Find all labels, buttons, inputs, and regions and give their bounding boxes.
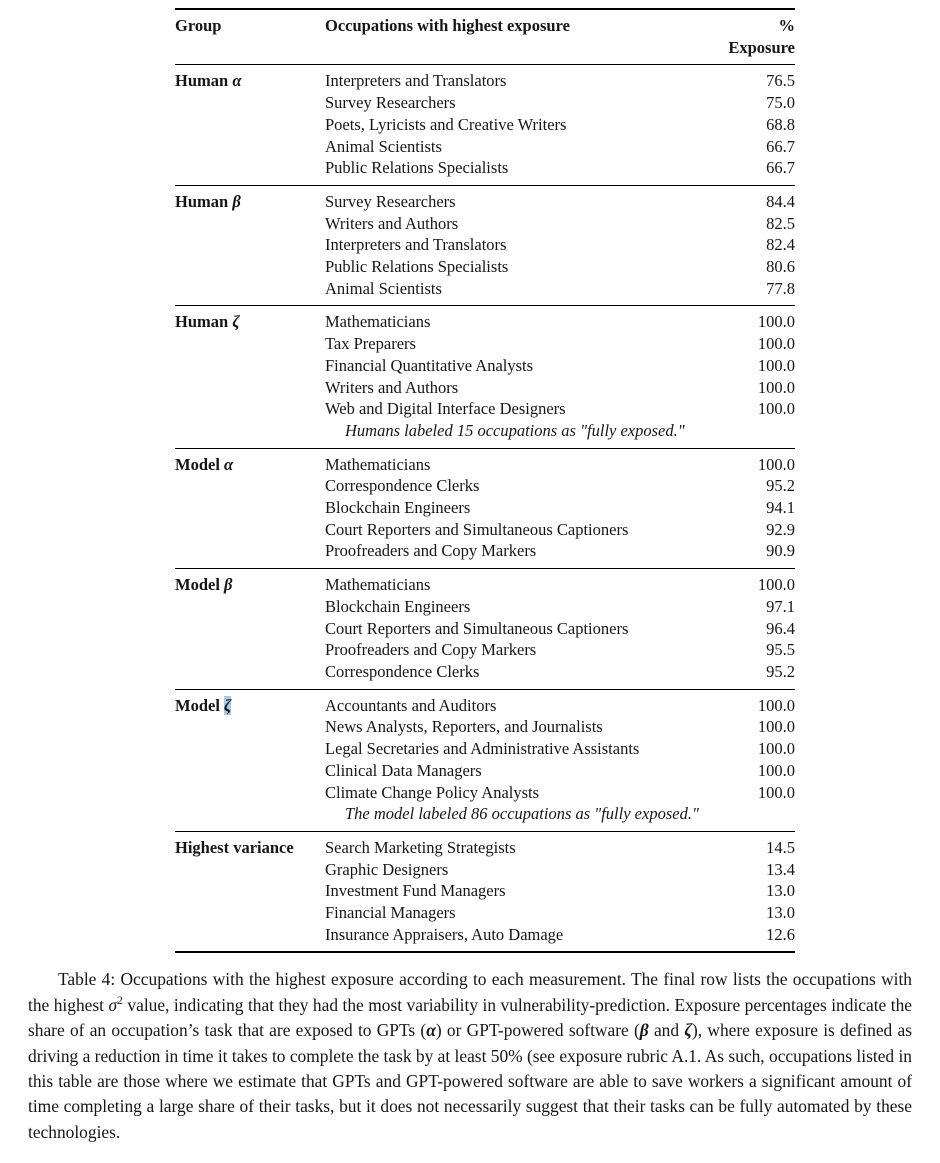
table-row <box>325 760 795 782</box>
table-row <box>325 136 795 158</box>
group-label-human-beta <box>175 191 325 300</box>
exposure-cell: 94.1 <box>766 498 795 518</box>
table-row <box>325 92 795 114</box>
table-row <box>325 661 795 683</box>
table-row <box>325 880 795 902</box>
group-symbol: β <box>224 575 233 595</box>
exposure-cell: 100.0 <box>757 782 795 802</box>
occupation-cell: Web and Digital Interface Designers <box>325 399 566 419</box>
exposure-cell: 100.0 <box>757 334 795 354</box>
exposure-cell: 100.0 <box>757 717 795 737</box>
exposure-cell: 90.9 <box>766 541 795 561</box>
exposure-cell: 95.2 <box>766 661 795 681</box>
exposure-cell: 66.7 <box>766 158 795 178</box>
occupation-cell: Graphic Designers <box>325 859 449 879</box>
occupation-cell: Correspondence Clerks <box>325 661 480 681</box>
table-row <box>325 191 795 213</box>
group-symbol: α <box>224 454 234 474</box>
group-label-model-alpha <box>175 454 325 563</box>
occupation-cell: Blockchain Engineers <box>325 498 471 518</box>
group-name: Model <box>175 575 220 595</box>
exposure-cell: 80.6 <box>766 257 795 277</box>
occupation-cell: Mathematicians <box>325 454 431 474</box>
occupation-cell: Public Relations Specialists <box>325 257 509 277</box>
exposure-cell: 95.2 <box>766 476 795 496</box>
exposure-cell: 13.4 <box>766 859 795 879</box>
occupation-cell: Proofreaders and Copy Markers <box>325 640 537 660</box>
occupation-cell: Financial Managers <box>325 903 456 923</box>
table-header-row <box>175 10 795 65</box>
table-row <box>325 234 795 256</box>
exposure-cell: 14.5 <box>766 837 795 857</box>
group-name: Human <box>175 191 229 211</box>
exposure-cell: 100.0 <box>757 739 795 759</box>
group-name: Highest variance <box>175 837 294 857</box>
caption-text: value, indicating that they had the most variability in vulnerability-prediction. Exposure percentages indicate the share of an occupation’s task that are exposed to GPTs ( <box>28 994 912 1041</box>
table-row <box>325 70 795 92</box>
table-row <box>325 837 795 859</box>
section-human-beta <box>175 186 795 307</box>
occupation-cell: Climate Change Policy Analysts <box>325 782 540 802</box>
group-name: Model <box>175 454 220 474</box>
occupation-cell: Interpreters and Translators <box>325 71 507 91</box>
group-name: Model <box>175 695 220 715</box>
section-model-zeta <box>175 690 795 832</box>
table-row <box>325 738 795 760</box>
section-human-zeta <box>175 306 795 448</box>
exposure-cell: 12.6 <box>766 924 795 944</box>
occupation-cell: Correspondence Clerks <box>325 476 480 496</box>
group-symbol: β <box>232 191 241 211</box>
section-rows <box>325 574 795 683</box>
section-model-alpha <box>175 449 795 570</box>
occupation-cell: Search Marketing Strategists <box>325 837 516 857</box>
group-name: Human <box>175 312 229 332</box>
sigma-symbol: σ <box>108 994 118 1015</box>
table-row <box>325 497 795 519</box>
occupation-cell: Poets, Lyricists and Creative Writers <box>325 114 567 134</box>
exposure-cell: 13.0 <box>766 903 795 923</box>
occupation-cell: Insurance Appraisers, Auto Damage <box>325 924 564 944</box>
group-label-model-zeta <box>175 695 325 825</box>
caption-text: ) or GPT-powered software ( <box>435 1020 640 1041</box>
table-row <box>325 574 795 596</box>
exposure-cell: 75.0 <box>766 93 795 113</box>
table-row <box>325 924 795 946</box>
exposure-cell: 97.1 <box>766 596 795 616</box>
occupation-cell: Blockchain Engineers <box>325 596 471 616</box>
header-occupation: Occupations with highest exposure <box>325 16 570 35</box>
exposure-cell: 100.0 <box>757 575 795 595</box>
exposure-cell: 100.0 <box>757 312 795 332</box>
caption-text: ), where exposure is defined as driving a reduction in time it takes to complete the task by at least 50% (see exposure rubric A.1. As such, occupations listed in this table are those where we estimate that GPTs and GPT-powered software are able to save workers a significant amount of time completing a large share of their tasks, but it does not necessarily suggest that their tasks can be fully automated by these technologies. <box>28 1020 912 1142</box>
group-label-model-beta <box>175 574 325 683</box>
occupation-cell: Public Relations Specialists <box>325 158 509 178</box>
sigma-exponent: 2 <box>117 993 123 1008</box>
occupation-cell: Tax Preparers <box>325 334 416 354</box>
table-row <box>325 475 795 497</box>
group-symbol: ζ <box>232 312 240 332</box>
group-label-human-zeta <box>175 311 325 441</box>
exposure-cell: 76.5 <box>766 71 795 91</box>
occupation-cell: Investment Fund Managers <box>325 881 506 901</box>
table-row <box>325 256 795 278</box>
exposure-cell: 100.0 <box>757 695 795 715</box>
exposure-cell: 96.4 <box>766 618 795 638</box>
table-row <box>325 902 795 924</box>
occupation-cell: Legal Secretaries and Administrative Assistants <box>325 739 640 759</box>
table-row <box>325 695 795 717</box>
occupation-cell: Survey Researchers <box>325 93 456 113</box>
table-caption <box>28 967 912 1145</box>
header-exposure: % Exposure <box>728 16 795 57</box>
occupation-cell: Mathematicians <box>325 312 431 332</box>
caption-text: Table 4: Occupations with the highest exposure according to each measurement. The final row lists the occupations with the highest <box>28 969 912 1015</box>
table-row <box>325 519 795 541</box>
section-rows <box>325 311 795 441</box>
occupation-cell: Court Reporters and Simultaneous Captioners <box>325 618 629 638</box>
table-row <box>325 333 795 355</box>
occupation-cell: Proofreaders and Copy Markers <box>325 541 537 561</box>
occupation-cell: Writers and Authors <box>325 213 459 233</box>
table-row <box>325 311 795 333</box>
section-highest-variance <box>175 832 795 952</box>
table-row <box>325 639 795 661</box>
exposure-cell: 100.0 <box>757 355 795 375</box>
occupation-cell: Animal Scientists <box>325 136 442 156</box>
occupation-cell: Survey Researchers <box>325 191 456 211</box>
exposure-cell: 82.4 <box>766 235 795 255</box>
exposure-cell: 13.0 <box>766 881 795 901</box>
table-row <box>325 213 795 235</box>
exposure-cell: 100.0 <box>757 760 795 780</box>
occupation-cell: Writers and Authors <box>325 377 459 397</box>
beta-symbol: β <box>639 1020 649 1041</box>
table-row <box>325 114 795 136</box>
table-row <box>325 398 795 420</box>
section-rows <box>325 454 795 563</box>
section-rows <box>325 837 795 946</box>
section-model-beta <box>175 569 795 690</box>
exposure-cell: 100.0 <box>757 454 795 474</box>
group-label-human-alpha <box>175 70 325 179</box>
exposure-cell: 95.5 <box>766 640 795 660</box>
occupation-cell: Financial Quantitative Analysts <box>325 355 534 375</box>
table-row <box>325 454 795 476</box>
alpha-symbol: α <box>426 1020 436 1041</box>
exposure-cell: 68.8 <box>766 114 795 134</box>
exposure-cell: 100.0 <box>757 377 795 397</box>
section-rows <box>325 191 795 300</box>
section-rows <box>325 695 795 825</box>
occupation-cell: News Analysts, Reporters, and Journalists <box>325 717 603 737</box>
occupation-cell: Court Reporters and Simultaneous Captioners <box>325 519 629 539</box>
group-symbol-selected: ζ <box>224 695 232 715</box>
section-human-alpha <box>175 65 795 186</box>
table-row <box>325 157 795 179</box>
group-label-highest-variance <box>175 837 325 946</box>
section-rows <box>325 70 795 179</box>
occupation-cell: Interpreters and Translators <box>325 235 507 255</box>
exposure-table <box>175 8 795 953</box>
table-row <box>325 716 795 738</box>
exposure-cell: 66.7 <box>766 136 795 156</box>
table-row <box>325 618 795 640</box>
table-row <box>325 278 795 300</box>
section-note: The model labeled 86 occupations as "fully exposed." <box>345 804 699 824</box>
header-group: Group <box>175 16 222 35</box>
occupation-cell: Animal Scientists <box>325 278 442 298</box>
exposure-cell: 100.0 <box>757 399 795 419</box>
table-row <box>325 596 795 618</box>
zeta-symbol: ζ <box>684 1020 693 1041</box>
occupation-cell: Mathematicians <box>325 575 431 595</box>
table-row <box>325 782 795 804</box>
table-row <box>325 859 795 881</box>
exposure-cell: 84.4 <box>766 191 795 211</box>
occupation-cell: Accountants and Auditors <box>325 695 497 715</box>
section-note: Humans labeled 15 occupations as "fully exposed." <box>345 420 685 440</box>
exposure-cell: 92.9 <box>766 519 795 539</box>
table-row <box>325 355 795 377</box>
caption-text: and <box>648 1020 685 1041</box>
table-row <box>325 540 795 562</box>
group-symbol: α <box>232 71 242 91</box>
table-row <box>325 377 795 399</box>
exposure-cell: 82.5 <box>766 213 795 233</box>
exposure-cell: 77.8 <box>766 278 795 298</box>
group-name: Human <box>175 71 229 91</box>
occupation-cell: Clinical Data Managers <box>325 760 482 780</box>
